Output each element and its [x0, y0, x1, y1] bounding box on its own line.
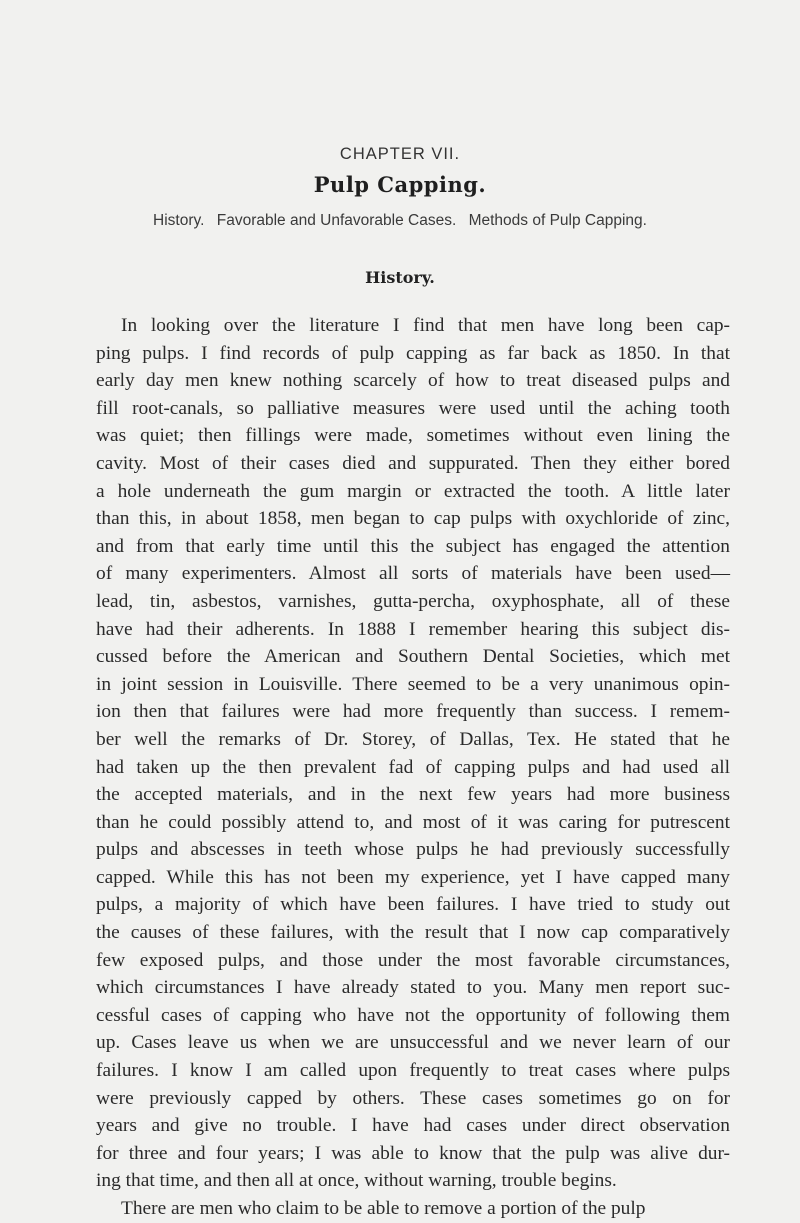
text-line: lead, tin, asbestos, varnishes, gutta-percha, oxyphosphate, all of these [96, 590, 730, 612]
text-line: In looking over the literature I find that men have long been cap- [121, 315, 730, 336]
text-line: for three and four years; I was able to know that the pulp was alive dur- [96, 1142, 730, 1164]
text-line: a hole underneath the gum margin or extracted the tooth. A little later [96, 480, 730, 502]
text-line: had taken up the then prevalent fad of capping pulps and had used all [96, 756, 730, 778]
text-line: pulps, a majority of which have been failures. I have tried to study out [96, 894, 730, 916]
text-line: years and give no trouble. I have had cases under direct observation [96, 1115, 730, 1137]
text-line: ber well the remarks of Dr. Storey, of Dallas, Tex. He stated that he [96, 728, 730, 750]
text-line: early day men knew nothing scarcely of how to treat diseased pulps and [96, 370, 730, 392]
text-line: up. Cases leave us when we are unsuccessful and we never learn of our [96, 1032, 730, 1054]
text-line: ping pulps. I find records of pulp capping as far back as 1850. In that [96, 342, 730, 364]
chapter-heading: CHAPTER VII. [339, 145, 461, 163]
subtitle-topic: Favorable and Unfavorable Cases. [216, 212, 457, 229]
text-line: capped. While this has not been my experience, yet I have capped many [96, 866, 730, 888]
text-line: cussed before the American and Southern Dental Societies, which met [96, 646, 730, 668]
section-heading: History. [365, 268, 435, 287]
text-line: ing that time, and then all at once, without warning, trouble begins. [96, 1170, 617, 1192]
text-line: pulps and abscesses in teeth whose pulps he had previously successfully [96, 839, 730, 861]
text-line: fill root-canals, so palliative measures were used until the aching tooth [96, 397, 730, 419]
text-line: and from that early time until this the subject has engaged the attention [96, 535, 730, 557]
text-line: few exposed pulps, and those under the most favorable circumstances, [96, 949, 730, 971]
subtitle-topic: History. [153, 212, 205, 229]
chapter-title: Pulp Capping. [313, 172, 487, 197]
text-line: of many experimenters. Almost all sorts of materials have been used— [96, 563, 730, 585]
text-line: in joint session in Louisville. There seemed to be a very unanimous opin- [96, 673, 730, 695]
text-line: were previously capped by others. These cases sometimes go on for [96, 1087, 730, 1109]
text-line: have had their adherents. In 1888 I remember hearing this subject dis- [96, 618, 730, 640]
text-line: failures. I know I am called upon frequently to treat cases where pulps [96, 1060, 730, 1082]
text-line: cessful cases of capping who have not the opportunity of following them [96, 1004, 730, 1026]
body-text [96, 312, 730, 1223]
text-line: than this, in about 1858, men began to cap pulps with oxychloride of zinc, [96, 508, 730, 530]
text-line: ion then that failures were had more frequently than success. I remem- [96, 701, 730, 723]
text-line: than he could possibly attend to, and most of it was caring for putrescent [96, 811, 730, 833]
subtitle-topic: Methods of Pulp Capping. [468, 212, 647, 229]
text-line: which circumstances I have already stated to you. Many men report suc- [96, 977, 730, 999]
text-line: There are men who claim to be able to remove a portion of the pulp [121, 1198, 646, 1219]
text-line: was quiet; then fillings were made, sometimes without even lining the [96, 425, 730, 447]
text-line: the accepted materials, and in the next few years had more business [96, 784, 730, 806]
chapter-subtitle [0, 212, 800, 230]
text-line: cavity. Most of their cases died and suppurated. Then they either bored [96, 452, 730, 474]
text-line: the causes of these failures, with the result that I now cap comparatively [96, 922, 730, 944]
